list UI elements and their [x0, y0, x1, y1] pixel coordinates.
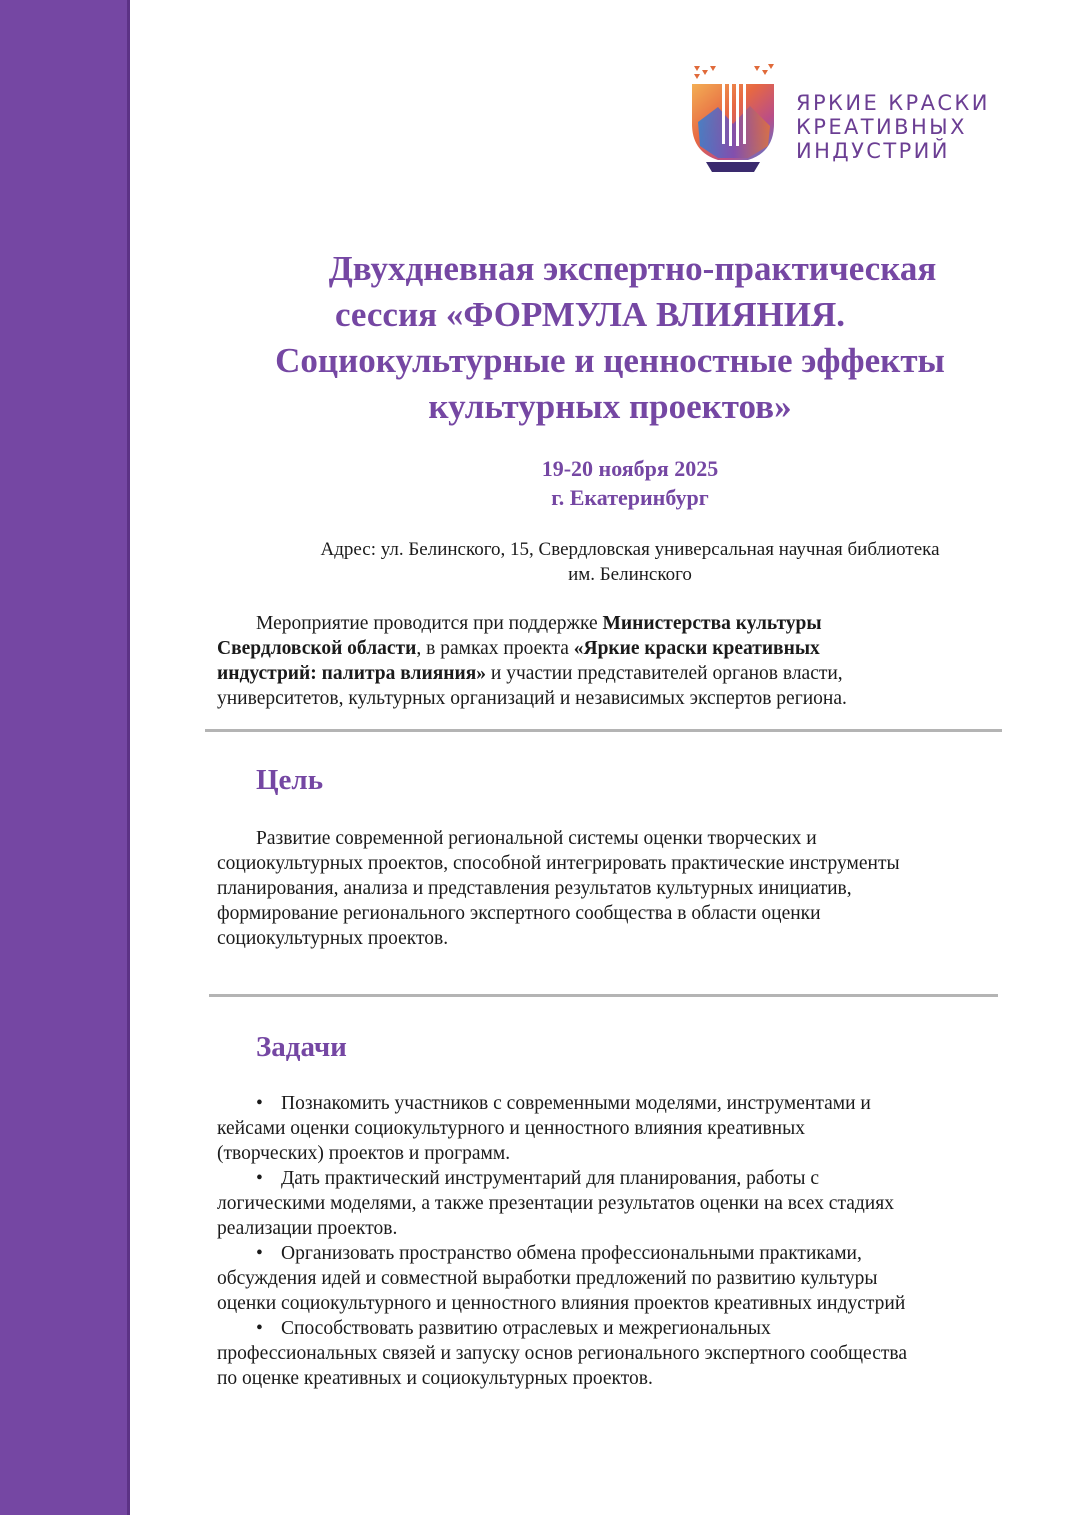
section-divider — [205, 729, 1002, 732]
event-dates: 19-20 ноября 2025 — [541, 456, 719, 481]
logo-line: КРЕАТИВНЫХ — [796, 115, 967, 139]
project-logo — [688, 62, 1008, 174]
intro-project: «Яркие краски креативных — [573, 638, 820, 659]
bullet-icon: • — [256, 1168, 263, 1189]
task-text: Дать практический инструментарий для планирования, работы с — [281, 1168, 820, 1189]
bullet-icon: • — [256, 1093, 263, 1114]
event-address — [220, 537, 1040, 587]
address-line: Адрес: ул. Белинского, 15, Свердловская универсальная научная библиотека — [320, 539, 940, 560]
task-text: по оценке креативных и социокультурных проектов. — [217, 1368, 653, 1389]
title-line: Двухдневная экспертно-практическая — [328, 249, 937, 288]
sidebar-stripe — [0, 0, 129, 1515]
intro-text: университетов, культурных организаций и независимых экспертов региона. — [217, 688, 847, 709]
task-text: реализации проектов. — [217, 1218, 398, 1239]
task-item — [217, 1091, 1007, 1166]
intro-ministry: Министерства культуры — [602, 613, 822, 634]
section-divider — [209, 994, 998, 997]
goal-heading: Цель — [256, 764, 324, 796]
intro-text: , в рамках проекта — [416, 638, 574, 659]
goal-line: Развитие современной региональной системы оценки творческих и — [256, 828, 817, 849]
logo-wordmark — [796, 91, 1011, 163]
intro-text: Мероприятие проводится при поддержке — [256, 613, 603, 634]
intro-text: и участии представителей органов власти, — [486, 663, 843, 684]
bullet-icon: • — [256, 1318, 263, 1339]
bullet-icon: • — [256, 1243, 263, 1264]
goal-line: социокультурных проектов, способной интегрировать практические инструменты — [217, 853, 900, 874]
task-item — [217, 1241, 1007, 1316]
event-dates-block — [430, 454, 830, 512]
intro-region: Свердловской области — [217, 638, 417, 659]
tasks-heading: Задачи — [256, 1031, 347, 1063]
intro-paragraph — [217, 611, 1007, 711]
task-text: логическими моделями, а также презентации результатов оценки на всех стадиях — [217, 1193, 894, 1214]
title-line: Социокультурные и ценностные эффекты — [275, 341, 945, 380]
goal-line: планирования, анализа и представления результатов культурных инициатив, — [217, 878, 852, 899]
task-text: профессиональных связей и запуску основ регионального экспертного сообщества — [217, 1343, 907, 1364]
task-text: (творческих) проектов и программ. — [217, 1143, 511, 1164]
task-text: Организовать пространство обмена профессиональными практиками, — [281, 1243, 862, 1264]
logo-line: ИНДУСТРИЙ — [796, 139, 950, 163]
tasks-list — [217, 1091, 1007, 1391]
logo-line: ЯРКИЕ КРАСКИ — [796, 91, 990, 115]
title-line: сессия «ФОРМУЛА ВЛИЯНИЯ. — [334, 295, 846, 334]
task-item — [217, 1166, 1007, 1241]
goal-line: формирование регионального экспертного сообщества в области оценки — [217, 903, 821, 924]
task-text: Познакомить участников с современными моделями, инструментами и — [281, 1093, 871, 1114]
intro-project: индустрий: палитра влияния» — [217, 663, 487, 684]
task-text: Способствовать развитию отраслевых и межрегиональных — [281, 1318, 771, 1339]
title-line: культурных проектов» — [428, 387, 792, 426]
goal-line: социокультурных проектов. — [217, 928, 449, 949]
sidebar-edge — [127, 0, 130, 1515]
goal-paragraph — [217, 826, 1007, 951]
task-text: кейсами оценки социокультурного и ценностного влияния креативных — [217, 1118, 805, 1139]
task-text: оценки социокультурного и ценностного влияния проектов креативных индустрий — [217, 1293, 906, 1314]
task-text: обсуждения идей и совместной выработки предложений по развитию культуры — [217, 1268, 878, 1289]
address-line: им. Белинского — [568, 564, 692, 585]
logo-emblem-icon — [688, 62, 778, 174]
event-city: г. Екатеринбург — [551, 485, 709, 510]
page-title — [205, 246, 1015, 430]
task-item — [217, 1316, 1007, 1391]
